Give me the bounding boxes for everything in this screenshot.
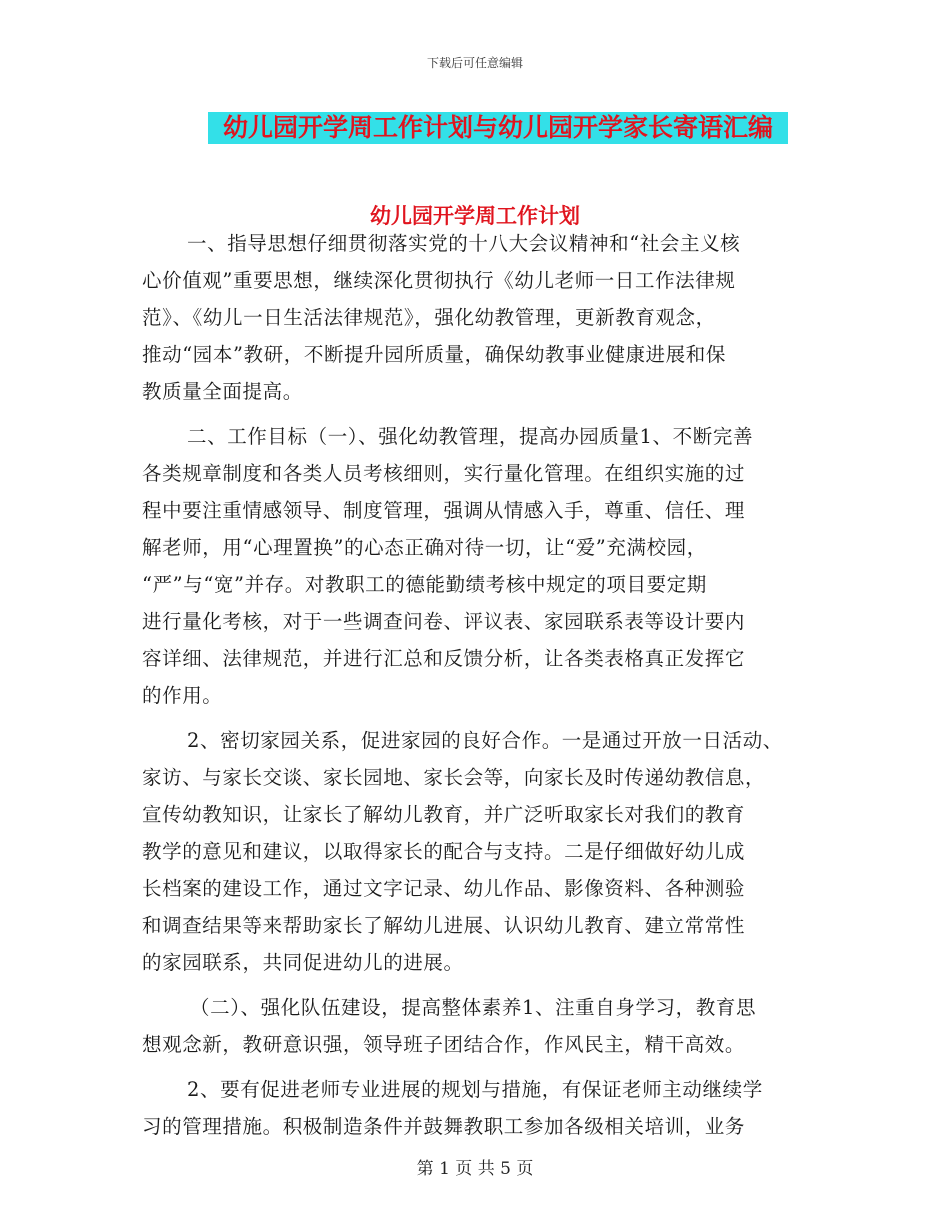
text-line: 容详细、法律规范，并进行汇总和反馈分析，让各类表格真正发挥它	[142, 647, 746, 670]
paragraph	[142, 1071, 822, 1145]
text-line: 心价值观”重要思想，继续深化贯彻执行《幼儿老师一日工作法律规	[142, 269, 736, 292]
text-line: 一、指导思想仔细贯彻落实党的十八大会议精神和“社会主义核	[187, 232, 741, 255]
paragraph	[142, 418, 822, 714]
text-line: 和调查结果等来帮助家长了解幼儿进展、认识幼儿教育、建立常常性	[142, 914, 746, 937]
page-header-note: 下载后可任意编辑	[426, 56, 523, 70]
text-line: 的作用。	[142, 684, 223, 707]
text-line: 进行量化考核，对于一些调查问卷、评议表、家园联系表等设计要内	[142, 610, 746, 633]
text-line: 程中要注重情感领导、制度管理，强调从情感入手，尊重、信任、理	[142, 499, 746, 522]
text-line: 教学的意见和建议，以取得家长的配合与支持。二是仔细做好幼儿成	[142, 840, 746, 863]
document-body	[142, 225, 822, 1153]
text-line: 2、密切家园关系，促进家园的良好合作。一是通过开放一日活动、	[187, 729, 783, 752]
text-line: 推动“园本”教研，不断提升园所质量，确保幼教事业健康进展和保	[142, 343, 726, 366]
text-line: （二）、强化队伍建设，提高整体素养1、注重自身学习，教育思	[190, 996, 757, 1019]
text-line: 各类规章制度和各类人员考核细则，实行量化管理。在组织实施的过	[142, 462, 746, 485]
text-line: “严”与“宽”并存。对教职工的德能勤绩考核中规定的项目要定期	[142, 573, 707, 596]
text-line: 的家园联系，共同促进幼儿的进展。	[142, 951, 464, 974]
paragraph	[142, 722, 822, 981]
text-line: 2、要有促进老师专业进展的规划与措施，有保证老师主动继续学	[187, 1078, 763, 1101]
text-line: 家访、与家长交谈、家长园地、家长会等，向家长及时传递幼教信息，	[142, 766, 766, 789]
section-title: 幼儿园开学周工作计划	[370, 204, 580, 228]
text-line: 解老师，用“心理置换”的心态正确对待一切，让“爱”充满校园，	[142, 536, 707, 559]
text-line: 宣传幼教知识，让家长了解幼儿教育，并广泛听取家长对我们的教育	[142, 803, 746, 826]
document-title: 幼儿园开学周工作计划与幼儿园开学家长寄语汇编	[208, 112, 788, 144]
text-line: 教质量全面提高。	[142, 380, 303, 403]
text-line: 想观念新，教研意识强，领导班子团结合作，作风民主，精干高效。	[142, 1033, 746, 1056]
page-number: 第 1 页 共 5 页	[416, 1159, 534, 1179]
text-line: 二、工作目标（一）、强化幼教管理，提高办园质量1、不断完善	[187, 425, 754, 448]
text-line: 习的管理措施。积极制造条件并鼓舞教职工参加各级相关培训，业务	[142, 1115, 746, 1138]
paragraph	[142, 989, 822, 1063]
text-line: 长档案的建设工作，通过文字记录、幼儿作品、影像资料、各种测验	[142, 877, 746, 900]
text-line: 范》、《幼儿一日生活法律规范》，强化幼教管理，更新教育观念，	[142, 306, 716, 329]
paragraph	[142, 225, 822, 410]
